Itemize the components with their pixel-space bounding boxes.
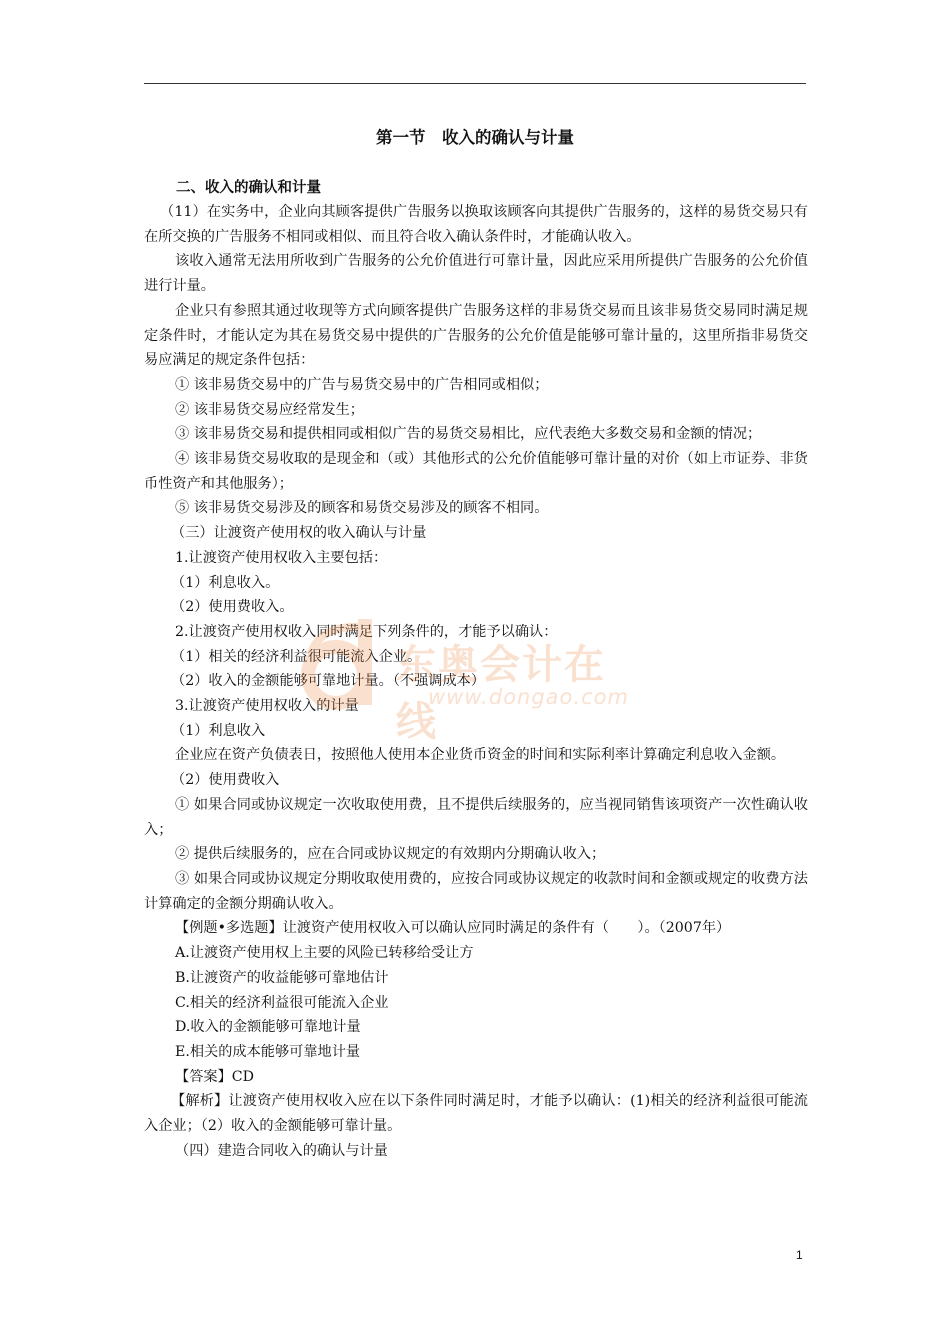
paragraph: 3.让渡资产使用权收入的计量 — [175, 698, 359, 715]
header-rule — [144, 83, 806, 84]
page-number: 1 — [796, 1248, 803, 1262]
list-item: （1）利息收入 — [171, 722, 266, 739]
option: A.让渡资产使用权上主要的风险已转移给受让方 — [175, 945, 474, 962]
list-item: ③ 如果合同或协议规定分期收取使用费的，应按合同或协议规定的收款时间和金额或规定的收费方法计算确定的金额分期确认收入。 — [144, 870, 808, 912]
list-item: （2）使用费收入。 — [171, 599, 294, 616]
subheading: （四）建造合同收入的确认与计量 — [175, 1142, 388, 1159]
paragraph: 该收入通常无法用所收到广告服务的公允价值进行可靠计量，因此应采用所提供广告服务的公允价值进行计量。 — [144, 253, 808, 295]
list-item: ① 如果合同或协议规定一次收取使用费，且不提供后续服务的，应当视同销售该项资产一次性确认收入； — [144, 796, 808, 838]
option: D.收入的金额能够可靠地计量 — [175, 1019, 361, 1036]
explanation: 【解析】让渡资产使用权收入应在以下条件同时满足时，才能予以确认：(1)相关的经济利益很可能流入企业；（2）收入的金额能够可靠计量。 — [144, 1093, 808, 1135]
list-item: （1）相关的经济利益很可能流入企业。 — [171, 648, 422, 665]
option: E.相关的成本能够可靠地计量 — [175, 1043, 361, 1060]
subheading: （三）让渡资产使用权的收入确认与计量 — [171, 525, 427, 542]
paragraph: 1.让渡资产使用权收入主要包括： — [175, 549, 388, 566]
paragraph: 2.让渡资产使用权收入同时满足下列条件的，才能予以确认： — [175, 623, 558, 640]
paragraph: 企业只有参照其通过收现等方式向顾客提供广告服务这样的非易货交易而且该非易货交易同时满足规定条件时，才能认定为其在易货交易中提供的广告服务的公允价值是能够可靠计量的，这里所指非易货交易应满足的规定条件包括： — [144, 302, 808, 369]
watermark-url: www.dongao.com — [428, 685, 629, 709]
option: C.相关的经济利益很可能流入企业 — [175, 994, 389, 1011]
paragraph: （11）在实务中，企业向其顾客提供广告服务以换取该顾客向其提供广告服务的，这样的易货交易只有在所交换的广告服务不相同或相似、而且符合收入确认条件时，才能确认收入。 — [144, 204, 808, 245]
paragraph: 企业应在资产负债表日，按照他人使用本企业货币资金的时间和实际利率计算确定利息收入金额。 — [175, 747, 786, 764]
answer: 【答案】CD — [175, 1068, 254, 1085]
list-item: （2）收入的金额能够可靠地计量。（不强调成本） — [171, 673, 486, 690]
question: 【例题•多选题】让渡资产使用权收入可以确认应同时满足的条件有（ ）。（2007年） — [175, 920, 731, 937]
list-item: ⑤ 该非易货交易涉及的顾客和易货交易涉及的顾客不相同。 — [175, 500, 549, 517]
watermark-brand: 东奥会计在线 — [396, 642, 606, 745]
list-item: （2）使用费收入 — [171, 772, 280, 789]
section-heading: 二、收入的确认和计量 — [176, 180, 321, 196]
list-item: （1）利息收入。 — [171, 574, 280, 591]
page-title: 第一节 收入的确认与计量 — [376, 128, 574, 147]
list-item: ② 该非易货交易应经常发生； — [175, 401, 364, 418]
option: B.让渡资产的收益能够可靠地估计 — [175, 969, 389, 986]
document-body — [144, 200, 808, 1163]
list-item: ④ 该非易货交易收取的是现金和（或）其他形式的公允价值能够可靠计量的对价（如上市证券、非货币性资产和其他服务）； — [144, 451, 808, 492]
list-item: ② 提供后续服务的，应在合同或协议规定的有效期内分期确认收入； — [175, 846, 606, 863]
list-item: ① 该非易货交易中的广告与易货交易中的广告相同或相似； — [175, 376, 549, 393]
list-item: ③ 该非易货交易和提供相同或相似广告的易货交易相比，应代表绝大多数交易和金额的情况； — [175, 426, 762, 443]
